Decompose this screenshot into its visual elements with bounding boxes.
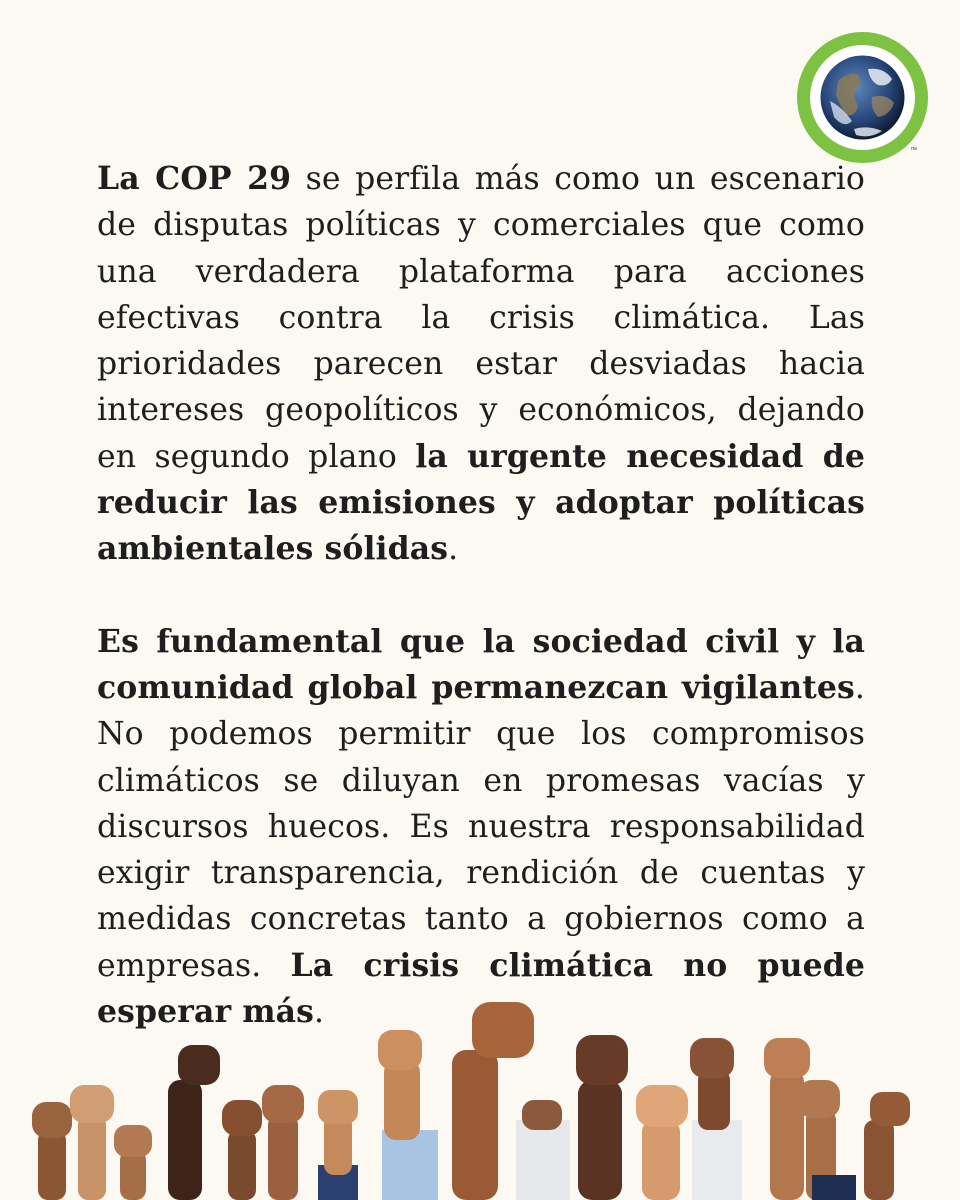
paragraph-cop29 (97, 156, 865, 573)
text-regular: se perfila más como un escenario de disputas políticas y comerciales que como una verdadera plataforma para acciones efectivas contra la crisis climática. Las prioridades parecen estar desviadas hacia intereses geopolíticos y económicos, dejando en segundo plano (97, 161, 865, 475)
text-bold: la urgente necesidad de reducir las emisiones y adoptar políticas ambientales sólidas (97, 437, 865, 568)
text-regular: . (448, 531, 459, 568)
text-bold: Es fundamental que la sociedad civil y la comunidad global permanezcan vigilantes (97, 622, 865, 706)
paragraph-civil-society (97, 619, 865, 1036)
raised-fists-icon (32, 1002, 910, 1200)
text-regular: . No podemos permitir que los compromisos climáticos se diluyan en promesas vacías y discursos huecos. Es nuestra responsabilidad exigir transparencia, rendición de cuentas y medidas concretas tanto a gobiernos como a empresas. (97, 669, 865, 984)
text-bold: La crisis climática no puede esperar más (97, 946, 865, 1031)
raised-fists-illustration (0, 990, 960, 1200)
article-body (97, 156, 865, 1035)
text-regular: . (314, 994, 325, 1031)
earth-globe-logo (796, 31, 929, 164)
trademark-symbol: ™ (910, 147, 917, 154)
text-bold: La COP 29 (97, 160, 292, 197)
